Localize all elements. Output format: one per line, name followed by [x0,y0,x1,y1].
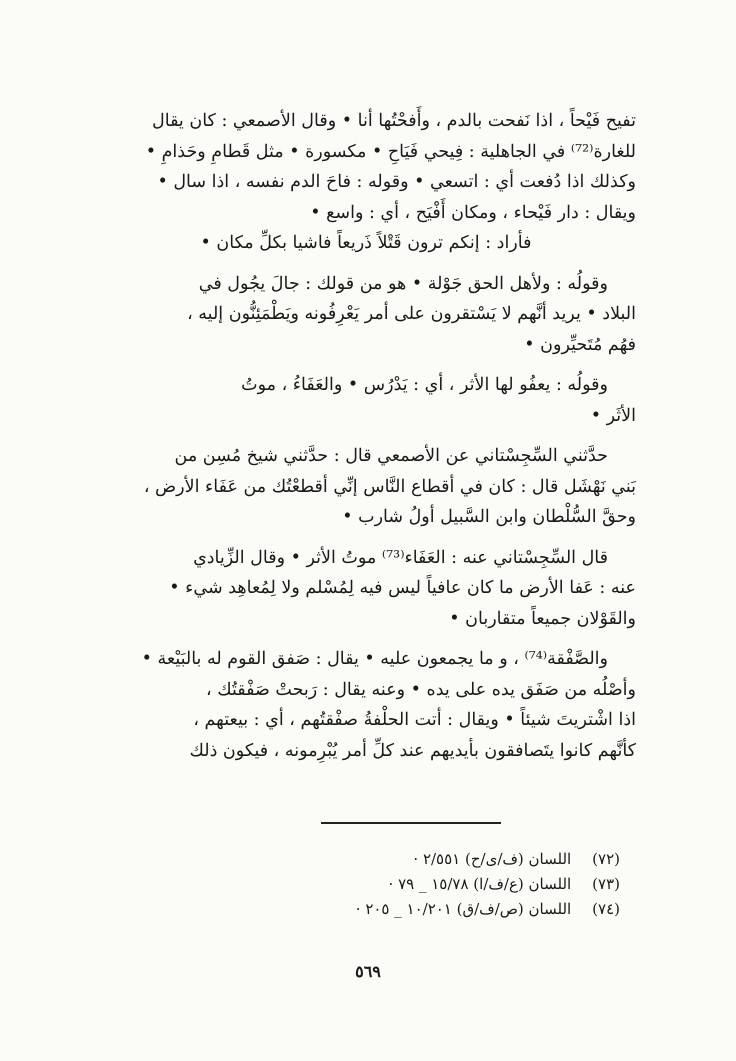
page-number: ٥٦٩ [355,962,381,981]
footnote-number: (٧٣) [592,875,620,893]
paragraph [96,441,636,533]
text-line: وقولُه : يعفُو لها الأثر ، أي : يَدْرُس • والعَفَاءُ ، موتُ [241,375,608,395]
text-line: الأثَر • [590,405,636,426]
text-line: وحقَّ السُّلْطان وابن السَّبيل أولُ شارب • [342,507,636,527]
text-line: والصَّفْقة⁽⁷⁴⁾ ، و ما يجمعون عليه • يقال : صَفق القوم له بالبَيْعة • [141,649,608,669]
footnote [260,847,620,872]
text-line: للغارة⁽⁷²⁾ في الجاهلية : فِيحي فَيَاحِ • مكسورة • مثل قَطامِ وحَذامِ • [145,141,636,162]
text-line: قال السِّجِسْتاني عنه : العَفَاء⁽⁷³⁾ موتُ الأثر • وقال الزِّيادي [193,547,608,568]
text-line: فهُم مُتَحيِّرون • [524,334,636,355]
text-line: كأنَّهم كانوا يتَصافقون بأيديهم عند كلِّ أمر يُبْرِمونه ، فيكون ذلك [189,740,636,761]
paragraph [96,370,636,431]
footnote-number: (٧٤) [592,900,620,918]
text-line: وقولُه : ولأهل الحق جَوْلة • هو من قولك : جالَ يجُول في [198,273,608,294]
footnote-text: اللسان (ع/ف/ا) ١٥/٧٨ _ ٧٩ · [388,875,572,893]
text-line: اذا اشْتريتَ شيئاً • ويقال : أتت الحلْفةُ صفْقتُهم ، أي : بيعتهم ، [193,710,636,730]
text-line: ويقال : دار فَيْحاء ، ومكان أَفْيَح ، أي : واسع • [310,202,636,223]
text-line: البلاد • يريد أنَّهم لا يَسْتقرون على أمر يَعْرِفُونه ويَطْمَئِنُّون إليه ، [187,304,636,324]
paragraph [96,543,636,635]
footnote-text: اللسان (ف/ى/ح) ٢/٥٥١ · [413,850,572,868]
text-line: حدَّثني السِّجِسْتاني عن الأصمعي قال : حدَّثني شيخ مُسِن من [174,446,608,466]
paragraph [96,644,636,766]
footnote-number: (٧٢) [592,850,620,868]
text-line: عنه : عَفا الأرض ما كان عافياً ليس فيه لِمُسْلم ولا لِمُعاهِد شيء • [169,578,636,598]
footnote-text: اللسان (ص/ف/ق) ١٠/٢٠١ _ ٢٠٥ · [355,900,572,918]
paragraph [96,106,636,228]
text-line: وكذلك اذا دُفعت أي : اتسعي • وقوله : فاحَ الدم نفسه ، اذا سال • [157,172,636,192]
text-line: وأصْلُه من صَفَق يده على يده • وعنه يقال : رَبحتْ صَفْقتُك ، [206,679,636,700]
text-line: تفيح فَيْحاً ، اذا نَفحت بالدم ، وأَفحْتُها أنا • وقال الأصمعي : كان يقال [152,111,636,131]
footnote [260,872,620,897]
footnotes [260,847,620,922]
paragraph [96,269,636,361]
verse-line [96,228,636,259]
footnote-divider [321,822,501,824]
text-line: والقَوْلان جميعاً متقاربان • [449,608,636,629]
footnote [260,897,620,922]
text-line: بَني نَهْشَل قال : كان في أقطاع النَّاس إنِّي أقطعْتُك من عَفَاء الأرض ، [143,476,636,497]
main-text [96,106,636,766]
text-line: فأراد : إنكم ترون قَتْلاً ذَريعاً فاشيا بكلِّ مكان • [200,233,532,253]
